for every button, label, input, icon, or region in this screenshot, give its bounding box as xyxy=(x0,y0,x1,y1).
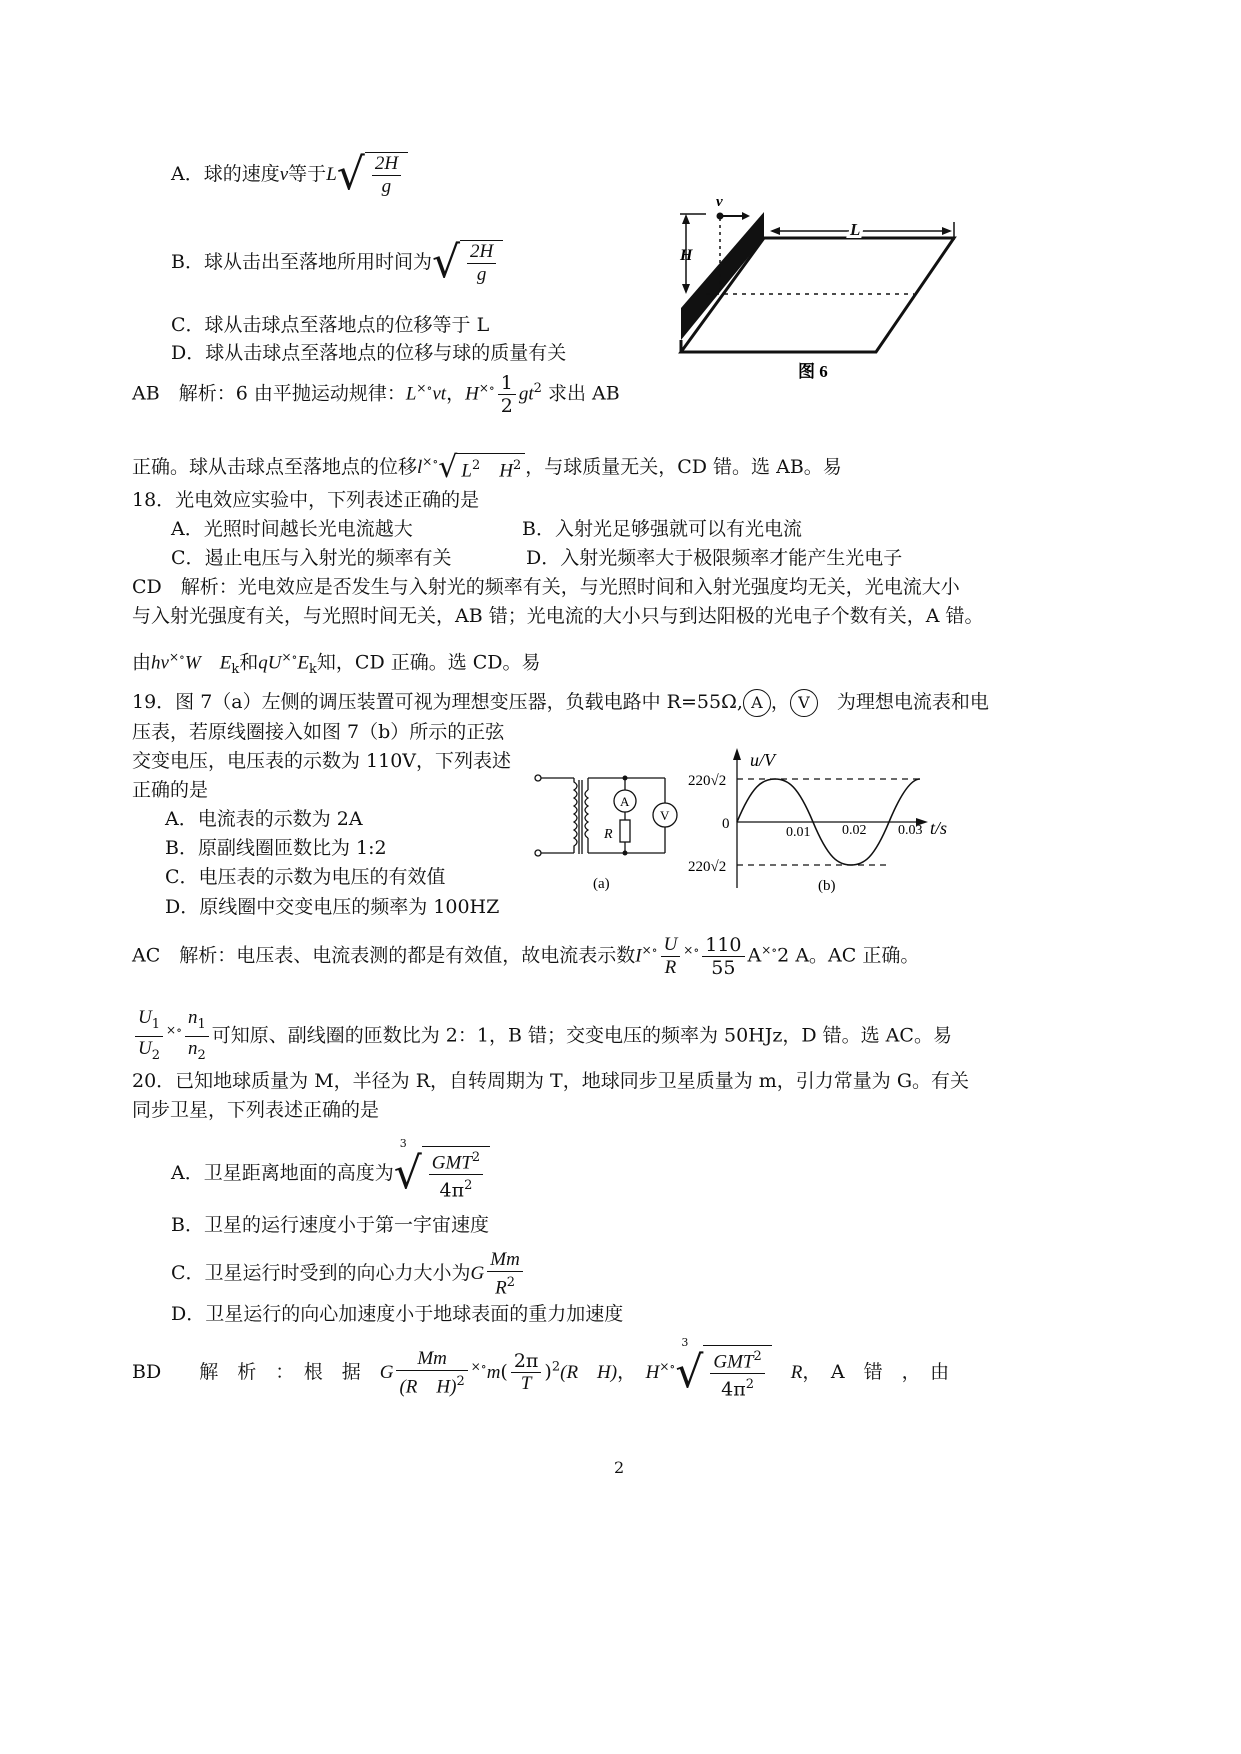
q20-stem-line2: 同步卫星，下列表述正确的是 xyxy=(132,1099,380,1121)
q19-option-b: B．原副线圈匝数比为 1:2 xyxy=(165,837,387,859)
q19-analysis-line2: $\frac{U_1}{U_2}$ ×∘ $\frac{n_1}{n_2}$ 可知原、副线圈的匝数比为 2：1，B 错；交变电压的频率为 50HJz，D 错。选 AC。易 xyxy=(132,1006,952,1067)
figure-7a-label: (a) xyxy=(593,876,610,892)
q20-stem-line1: 20．已知地球质量为 M，半径为 R，自转周期为 T，地球同步卫星质量为 m，引力常量为 G。有关 xyxy=(132,1070,970,1092)
q17-option-b: B．球从击出至落地所用时间为√ $\frac{2H}{g}$ xyxy=(171,240,503,286)
q20-option-c: C．卫星运行时受到的向心力大小为G $\frac{Mm}{R^2}$ xyxy=(171,1249,526,1299)
q17-option-a-text: A．球的速度 xyxy=(171,163,280,185)
tick-001: 0.01 xyxy=(786,825,811,840)
q17-analysis-line2: 正确。球从击球点至落地点的位移l×∘√ $L^2$ $H^2$ ，与球质量无关，CD 错。选 AB。易 xyxy=(132,450,842,485)
q19-stem-line2: 压表，若原线圈接入如图 7（b）所示的正弦 xyxy=(132,721,505,743)
y-axis-label: u/V xyxy=(750,750,775,770)
y-max-label: 220√2 xyxy=(688,773,727,789)
q18-option-b: B．入射光足够强就可以有光电流 xyxy=(522,518,802,540)
q19-option-a: A．电流表的示数为 2A xyxy=(165,808,363,830)
q20-answer: BD xyxy=(132,1360,162,1383)
q20-analysis-line1: BD 解 析 ： 根 据 G $\frac{Mm}{(R H)^2}$ ×∘m( $\frac{2\pi}{T}$ )$^2$(R H)， H×∘ 3 √ $\frac{GMT^2}{4\pi^2}$ R， A 错 ， 由 xyxy=(132,1336,950,1401)
q19-stem-line1: 19．图 7（a）左侧的调压装置可视为理想变压器，负载电路中 R=55Ω, A ， V 为理想电流表和电 xyxy=(132,689,989,717)
q19-answer: AC xyxy=(132,944,161,967)
q18-stem: 18．光电效应实验中，下列表述正确的是 xyxy=(132,489,480,511)
voltmeter-symbol: V xyxy=(790,689,818,717)
q19-stem-line4: 正确的是 xyxy=(132,779,209,801)
q19-stem-line3: 交变电压，电压表的示数为 110V，下列表述 xyxy=(132,750,512,772)
svg-text:R: R xyxy=(604,827,613,842)
tick-003: 0.03 xyxy=(898,823,923,838)
tick-002: 0.02 xyxy=(842,823,867,838)
figure-7b-label: (b) xyxy=(818,878,836,894)
q17-answer: AB xyxy=(132,382,160,405)
ammeter-symbol: A xyxy=(743,689,771,717)
q18-answer: CD xyxy=(132,576,162,598)
q17-analysis-line1: AB 解析：6 由平抛运动规律：L×∘vt，H×∘ $\frac{1}{2}$ $gt^2$ 求出 AB xyxy=(132,372,620,417)
label-H: H xyxy=(680,247,693,264)
q18-analysis-line2: 与入射光强度有关，与光照时间无关，AB 错；光电流的大小只与到达阳极的光电子个数有关，A 错。 xyxy=(132,605,984,627)
page-number: 2 xyxy=(614,1458,625,1477)
q19-analysis-line1: AC 解析：电压表、电流表测的都是有效值，故电流表示数I×∘ $\frac{U}{R}$ ×∘ $\frac{110}{55}$ A×∘2 A。AC 正确。 xyxy=(132,934,920,979)
var-v: v xyxy=(279,164,289,185)
figure-7b-graph xyxy=(680,742,960,898)
sqrt-2h-g: √ $\frac{2H}{g}$ xyxy=(337,152,408,198)
q18-option-c: C．遏止电压与入射光的频率有关 xyxy=(171,547,452,569)
q18-analysis-line3: 由hν×∘W $E_k$和$qU^{\times\circ}E_k$知，CD 正确。选 CD。易 xyxy=(132,650,541,678)
x-axis-label: t/s xyxy=(930,818,948,838)
y-min-label: 220√2 xyxy=(688,859,727,875)
label-v: v xyxy=(716,194,723,210)
secondary-coil xyxy=(585,790,588,838)
q18-analysis-line1: CD 解析：光电效应是否发生与入射光的频率有关，与光照时间和入射光强度均无关，光电流大小 xyxy=(132,576,960,598)
primary-coil xyxy=(574,778,577,853)
q19-option-c: C．电压表的示数为电压的有效值 xyxy=(165,866,446,888)
q19-option-d: D．原线圈中交变电压的频率为 100HZ xyxy=(165,896,500,918)
q20-option-d: D．卫星运行的向心加速度小于地球表面的重力加速度 xyxy=(171,1303,624,1325)
q18-option-d: D．入射光频率大于极限频率才能产生光电子 xyxy=(526,547,903,569)
q17-option-d: D．球从击球点至落地点的位移与球的质量有关 xyxy=(171,342,567,364)
q20-option-a: A．卫星距离地面的高度为 3 √ $\frac{GMT^2}{4\pi^2}$ xyxy=(171,1146,490,1202)
label-L: L xyxy=(850,220,861,239)
svg-text:A: A xyxy=(620,794,630,809)
q20-option-b: B．卫星的运行速度小于第一宇宙速度 xyxy=(171,1214,489,1236)
figure-6 xyxy=(676,190,966,385)
q17-option-a: A．球的速度v等于L√ $\frac{2H}{g}$ xyxy=(171,152,408,198)
figure-7a-circuit xyxy=(530,768,680,898)
table-top xyxy=(681,238,954,352)
origin-label: 0 xyxy=(722,816,730,832)
wall xyxy=(681,212,764,340)
svg-text:V: V xyxy=(660,808,670,823)
q17-option-c: C．球从击球点至落地点的位移等于 L xyxy=(171,314,490,336)
q18-option-a: A．光照时间越长光电流越大 xyxy=(171,518,413,540)
figure-6-caption: 图 6 xyxy=(798,362,828,381)
resistor xyxy=(620,820,630,842)
